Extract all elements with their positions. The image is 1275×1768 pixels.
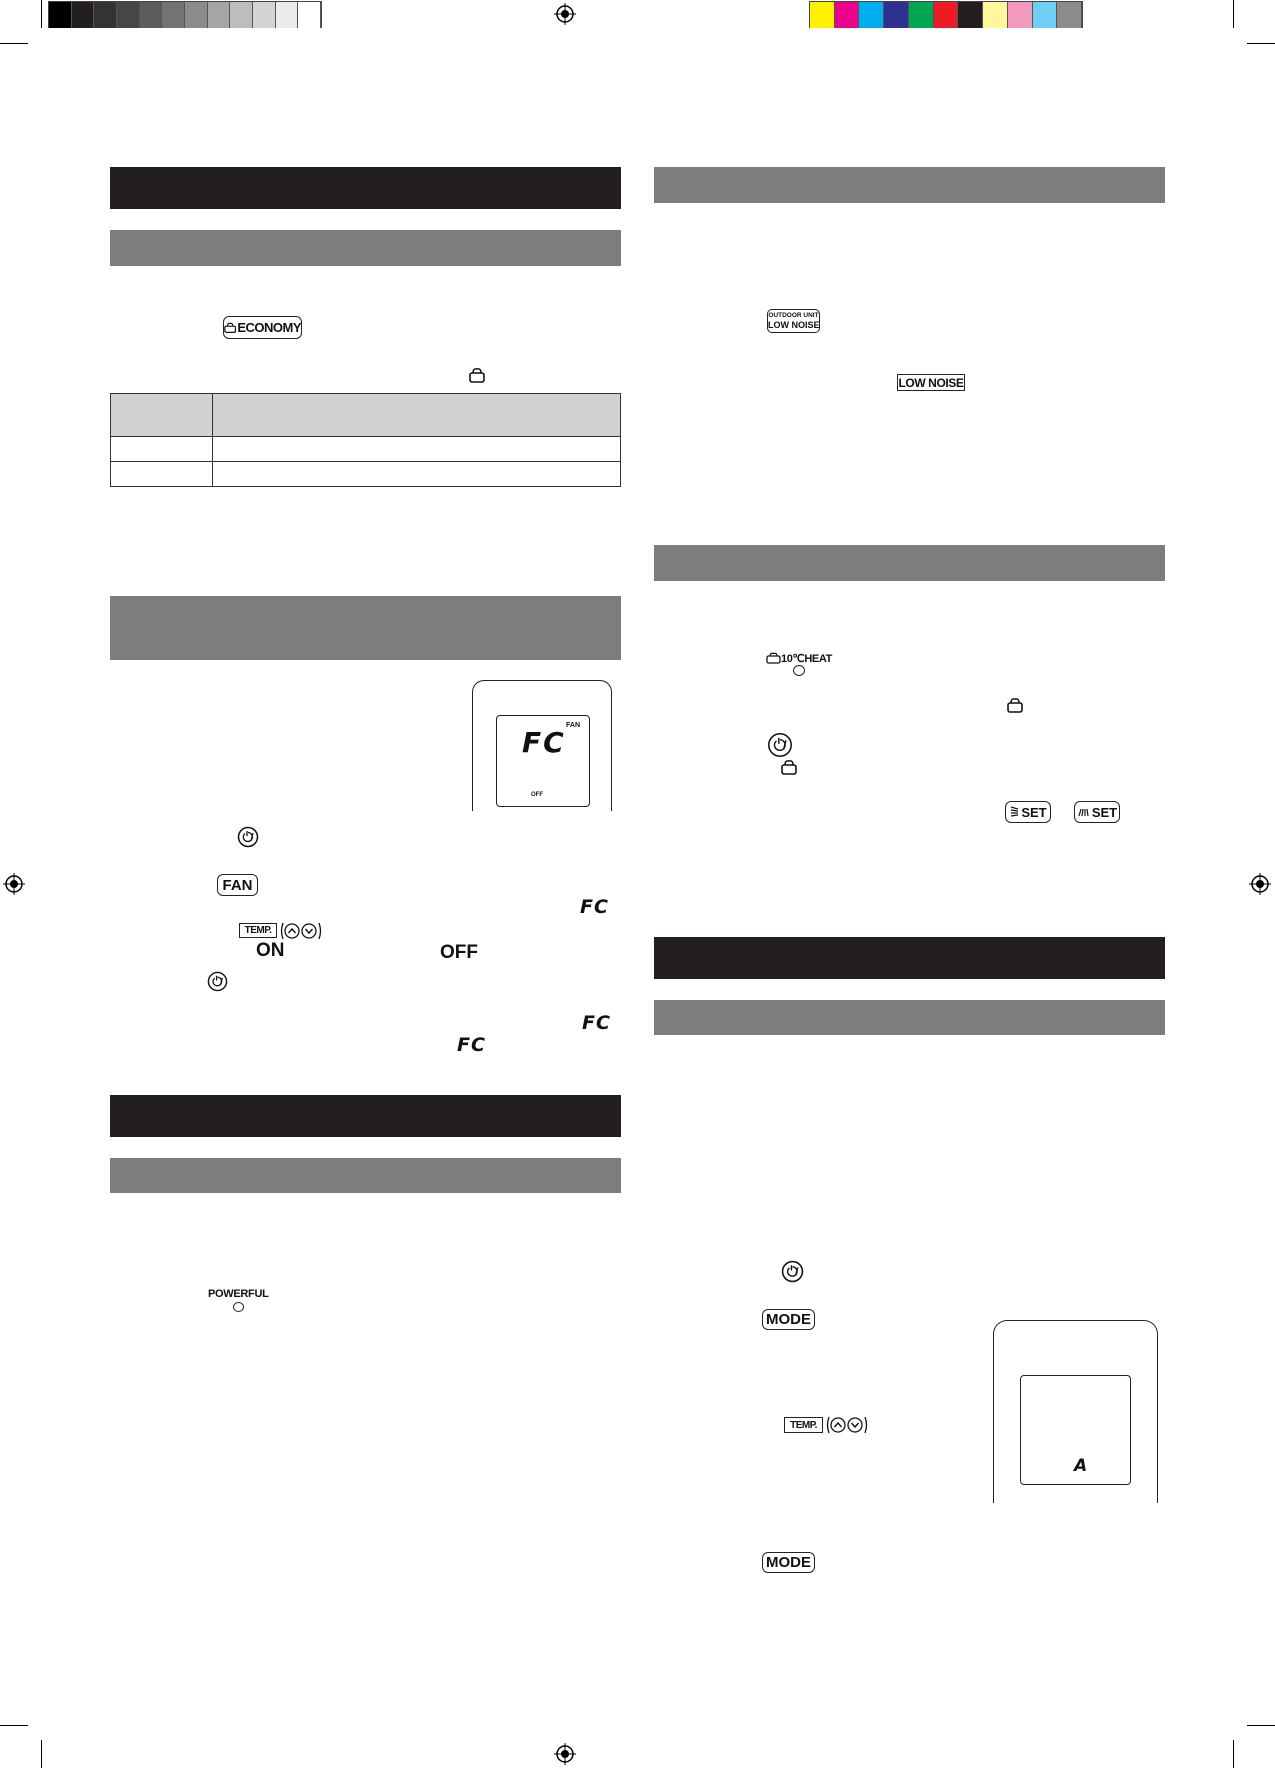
color-swatch [72,2,95,28]
color-swatch [909,2,934,28]
color-swatch [1057,2,1082,28]
remote-display-mode: FAN [566,722,580,729]
economy-icon [766,652,781,664]
color-swatch [253,2,276,28]
color-swatch [185,2,208,28]
color-swatch [983,2,1008,28]
color-swatch [859,2,884,28]
color-swatch [884,2,909,28]
on-label: ON [256,940,285,961]
remote-display-code: A [1074,1456,1088,1476]
heat-10-button-dot [793,665,805,676]
set-label: SET [1091,804,1118,820]
remote-display-code: FC [522,726,566,759]
color-swatch [835,2,860,28]
temp-arrows-icon [279,921,325,941]
table-row [111,462,621,487]
subsection-heading-grey [110,230,621,266]
crop-mark [41,0,42,28]
fc-code-2: FC [582,1012,611,1034]
color-swatch [810,2,835,28]
color-swatch [276,2,299,28]
remote-illustration [472,680,612,811]
subsection-heading-grey-tall [110,596,621,660]
economy-indicator-icon [780,759,798,775]
outdoor-unit-low-noise-button [767,309,820,333]
heat-10-label: 10℃HEAT [781,652,832,665]
heat-10-button [766,650,832,666]
horizontal-airflow-set-button [1074,801,1120,823]
color-swatch [230,2,253,28]
remote-illustration [993,1320,1158,1503]
gray-scale-strip [48,1,322,28]
mode-button-label: MODE [766,1311,811,1328]
economy-table [110,393,621,487]
economy-indicator-icon [1006,697,1024,713]
registration-mark-top [554,3,576,25]
power-button-icon [207,971,228,992]
powerful-button [233,1302,244,1312]
table-cell [213,462,621,487]
fan-button-label: FAN [222,876,253,894]
table-row [111,437,621,462]
temp-button-label: TEMP. [244,925,272,936]
crop-mark [0,43,28,44]
remote-display [1020,1375,1131,1485]
table-header-cell [111,394,213,437]
section-heading-black [110,167,621,209]
temp-button [784,1417,823,1433]
power-button-icon [237,826,259,848]
color-swatch [958,2,983,28]
section-heading-black [110,1095,621,1137]
color-swatch [117,2,140,28]
registration-mark-right [1249,873,1271,895]
crop-mark [1233,0,1234,28]
mode-button-label: MODE [766,1554,811,1571]
color-swatch [934,2,959,28]
table-cell [213,437,621,462]
color-bar-strip [809,1,1083,28]
mode-button [762,1309,815,1330]
vertical-airflow-set-button [1005,801,1051,823]
temp-button [239,923,277,938]
outdoor-unit-label: OUTDOOR UNIT [768,312,819,319]
subsection-heading-grey [654,545,1165,581]
vertical-airflow-icon [1009,805,1020,819]
economy-button [223,316,302,339]
remote-display [496,715,590,807]
fc-code-1: FC [580,896,609,918]
economy-button-label: ECONOMY [237,320,301,335]
table-header-cell [213,394,621,437]
registration-mark-left [3,873,25,895]
color-swatch [94,2,117,28]
registration-mark-bottom [554,1743,576,1765]
table-cell [111,462,213,487]
low-noise-indicator-label: LOW NOISE [898,375,964,390]
horizontal-airflow-icon [1077,807,1091,818]
crop-mark [0,1725,28,1726]
color-swatch [140,2,163,28]
fan-button [217,874,258,896]
subsection-heading-grey [654,1000,1165,1035]
powerful-button-label: POWERFUL [208,1288,269,1300]
crop-mark [41,1740,42,1768]
crop-mark [1247,1725,1275,1726]
subsection-heading-grey [654,167,1165,203]
set-label: SET [1021,804,1047,820]
remote-display-status: OFF [531,792,543,798]
table-cell [111,437,213,462]
fc-code-3: FC [457,1034,486,1056]
subsection-heading-grey [110,1158,621,1193]
low-noise-label: LOW NOISE [768,320,820,330]
economy-indicator-icon [468,367,486,383]
color-swatch [208,2,231,28]
power-button-icon [781,1260,804,1283]
section-heading-black [654,937,1165,979]
color-swatch [162,2,185,28]
color-swatch [49,2,72,28]
temp-arrows-icon [825,1415,871,1435]
power-button-icon [767,732,793,758]
color-swatch [298,2,321,28]
temp-button-label: TEMP. [790,1419,817,1431]
crop-mark [1233,1740,1234,1768]
mode-button [762,1552,815,1573]
color-swatch [1008,2,1033,28]
low-noise-indicator [897,374,965,391]
table-header-row [111,394,621,437]
color-swatch [1033,2,1058,28]
off-label: OFF [440,942,478,963]
economy-icon [224,321,236,334]
crop-mark [1247,43,1275,44]
